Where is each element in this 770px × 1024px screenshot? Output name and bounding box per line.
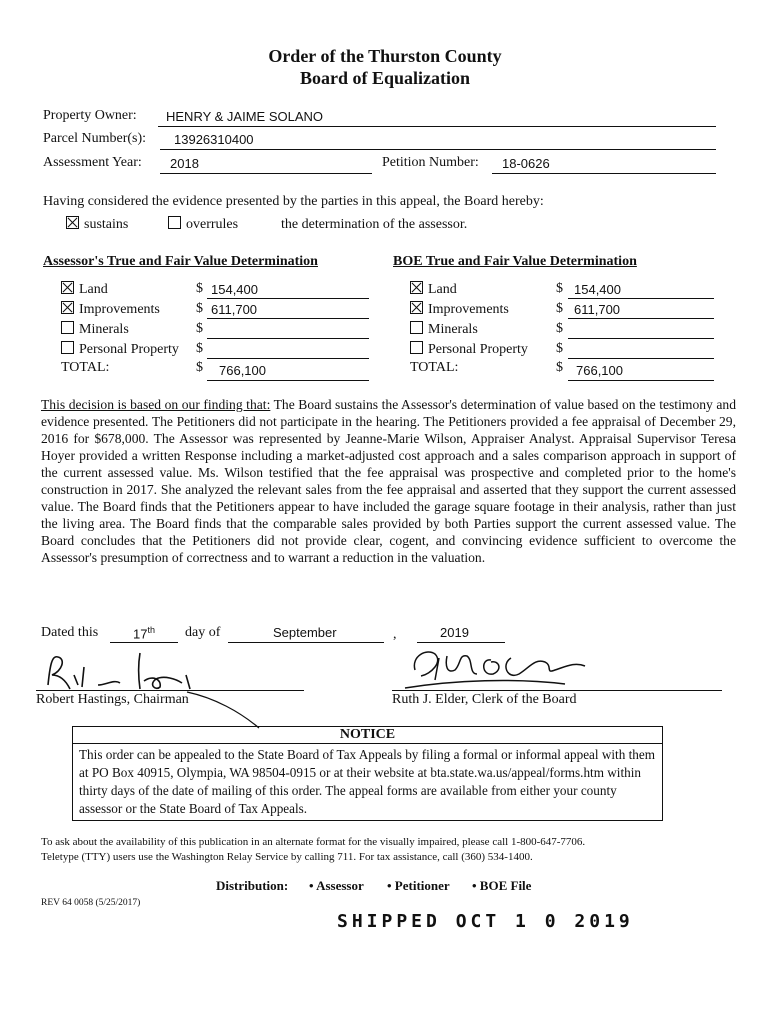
assessor-improvements-currency: $ xyxy=(196,301,203,316)
boe-personal-currency: $ xyxy=(556,341,563,356)
boe-personal-row xyxy=(410,341,528,358)
notice-body: This order can be appealed to the State Board of Tax Appeals by filing a formal or informal appeal with them at PO Box 40915, Olympia, WA 98504-0915 or at their website at bta.state.wa.us/appeal/forms.htm within thirty days of the date of mailing of this order. The appeal forms are available from either your county assessor or the State Board of Tax Appeals. xyxy=(79,747,655,816)
boe-land-row xyxy=(410,281,457,298)
assessor-minerals-currency: $ xyxy=(196,321,203,336)
assessor-minerals-label: Minerals xyxy=(79,322,129,337)
dated-year: 2019 xyxy=(440,625,469,640)
boe-heading: BOE True and Fair Value Determination xyxy=(393,254,637,269)
assessor-total-currency: $ xyxy=(196,360,203,375)
boe-minerals-label: Minerals xyxy=(428,322,478,337)
assessor-improvements-checkbox[interactable] xyxy=(61,301,74,314)
decision-lead: This decision is based on our finding that: xyxy=(41,397,271,412)
parcel-label: Parcel Number(s): xyxy=(43,131,147,146)
distribution-petitioner: • Petitioner xyxy=(387,878,450,893)
overrules-label: overrules xyxy=(186,217,239,232)
owner-underline xyxy=(158,126,716,127)
boe-minerals-checkbox[interactable] xyxy=(410,321,423,334)
distribution-label: Distribution: xyxy=(216,878,289,893)
assessor-land-value: 154,400 xyxy=(211,282,258,297)
dated-comma: , xyxy=(393,627,397,642)
assessor-improvements-value: 611,700 xyxy=(211,302,258,317)
overrules-option[interactable] xyxy=(168,216,238,233)
parcel-underline xyxy=(160,149,716,150)
notice-title: NOTICE xyxy=(73,727,662,744)
sustains-label: sustains xyxy=(84,217,129,232)
dated-day-of: day of xyxy=(185,625,221,640)
dated-day-underline xyxy=(110,642,178,643)
dated-day: 17th xyxy=(133,625,155,642)
boe-minerals-currency: $ xyxy=(556,321,563,336)
accessibility-line2: Teletype (TTY) users use the Washington Relay Service by calling 711. For tax assistance, call (360) 534-1400. xyxy=(41,851,533,863)
document-title-line1: Order of the Thurston County xyxy=(268,46,502,66)
boe-total-currency: $ xyxy=(556,360,563,375)
petition-underline xyxy=(492,173,716,174)
boe-improvements-row xyxy=(410,301,509,318)
clerk-signature xyxy=(395,640,595,700)
assessor-total-underline xyxy=(207,380,369,381)
boe-land-label: Land xyxy=(428,282,457,297)
assessor-heading: Assessor's True and Fair Value Determination xyxy=(43,254,318,269)
boe-improvements-checkbox[interactable] xyxy=(410,301,423,314)
document-title-line2: Board of Equalization xyxy=(299,68,471,88)
assessor-personal-underline xyxy=(207,358,369,359)
chairman-signature xyxy=(40,645,200,695)
distribution-assessor: • Assessor xyxy=(309,878,364,893)
owner-value: HENRY & JAIME SOLANO xyxy=(166,109,324,124)
boe-land-checkbox[interactable] xyxy=(410,281,423,294)
boe-land-underline xyxy=(568,298,714,299)
boe-total-underline xyxy=(568,380,714,381)
clerk-name: Ruth J. Elder, Clerk of the Board xyxy=(392,692,577,707)
chairman-signature-tail xyxy=(185,690,265,730)
assessor-personal-row xyxy=(61,341,179,358)
assessor-improvements-label: Improvements xyxy=(79,302,160,317)
boe-personal-checkbox[interactable] xyxy=(410,341,423,354)
year-value: 2018 xyxy=(170,156,199,171)
decision-body: The Board sustains the Assessor's determination of value based on the testimony and evidence presented. The Petitioners did not participate in the hearing. The Petitioners provided a fee appraisal of December 29, 2016 for $678,000. The Assessor was represented by Jeanne-Marie Wilson, Appraiser Analyst. Appraisal Supervisor Teresa Hoyer provided a written Response including a market-adjusted cost approach and a sales comparison approach in support of the current assessed value. Ms. Wilson testified that the fee appraisal was prospective and completed prior to the home's construction in 2017. She analyzed the relevant sales from the fee appraisal and asserted that they support the current assessed value. The Board finds that the Petitioners appear to have included the garage square footage in their analysis, rather than just the living area. The Board finds that the comparable sales provided by both Parties support the current assessed value. The Board concludes that the Petitioners did not provide clear, cogent, and convincing evidence sufficient to overcome the Assessor's presumption of correctness and to warrant a reduction in the valuation. xyxy=(41,397,736,565)
sustains-checkbox[interactable] xyxy=(66,216,79,229)
boe-improvements-underline xyxy=(568,318,714,319)
assessor-minerals-checkbox[interactable] xyxy=(61,321,74,334)
boe-minerals-underline xyxy=(568,338,714,339)
assessor-land-currency: $ xyxy=(196,281,203,296)
assessor-total-value: 766,100 xyxy=(219,363,266,378)
assessor-land-row xyxy=(61,281,108,298)
year-underline xyxy=(160,173,372,174)
assessor-personal-checkbox[interactable] xyxy=(61,341,74,354)
parcel-value: 13926310400 xyxy=(174,132,254,147)
boe-personal-label: Personal Property xyxy=(428,342,528,357)
shipped-stamp: SHIPPED OCT 1 0 2019 xyxy=(337,911,634,932)
boe-minerals-row xyxy=(410,321,478,338)
overrules-checkbox[interactable] xyxy=(168,216,181,229)
assessor-land-checkbox[interactable] xyxy=(61,281,74,294)
year-label: Assessment Year: xyxy=(43,155,142,170)
boe-improvements-value: 611,700 xyxy=(574,302,621,317)
chairman-name: Robert Hastings, Chairman xyxy=(36,692,189,707)
distribution-boe-file: • BOE File xyxy=(472,878,532,893)
decision-paragraph xyxy=(41,396,736,566)
assessor-minerals-underline xyxy=(207,338,369,339)
owner-label: Property Owner: xyxy=(43,108,137,123)
assessor-personal-currency: $ xyxy=(196,341,203,356)
boe-land-currency: $ xyxy=(556,281,563,296)
assessor-land-label: Land xyxy=(79,282,108,297)
assessor-improvements-row xyxy=(61,301,160,318)
boe-land-value: 154,400 xyxy=(574,282,621,297)
assessor-total-label: TOTAL: xyxy=(61,360,110,375)
boe-total-value: 766,100 xyxy=(576,363,623,378)
notice-box xyxy=(72,726,663,821)
dated-label: Dated this xyxy=(41,625,99,640)
petition-value: 18-0626 xyxy=(502,156,550,171)
boe-improvements-currency: $ xyxy=(556,301,563,316)
dated-month-underline xyxy=(228,642,384,643)
boe-improvements-label: Improvements xyxy=(428,302,509,317)
assessor-land-underline xyxy=(207,298,369,299)
accessibility-line1: To ask about the availability of this publication in an alternate format for the visually impaired, please call 1-800-647-7706. xyxy=(41,836,586,848)
dated-month: September xyxy=(273,625,337,640)
petition-label: Petition Number: xyxy=(382,155,479,170)
boe-total-label: TOTAL: xyxy=(410,360,459,375)
clerk-signature-line xyxy=(392,690,722,691)
assessor-improvements-underline xyxy=(207,318,369,319)
assessor-minerals-row xyxy=(61,321,129,338)
revision-code: REV 64 0058 (5/25/2017) xyxy=(41,898,141,908)
determination-suffix: the determination of the assessor. xyxy=(281,217,468,232)
assessor-personal-label: Personal Property xyxy=(79,342,179,357)
boe-personal-underline xyxy=(568,358,714,359)
sustains-option[interactable] xyxy=(66,216,128,233)
determination-intro: Having considered the evidence presented by the parties in this appeal, the Board hereby: xyxy=(43,194,544,209)
